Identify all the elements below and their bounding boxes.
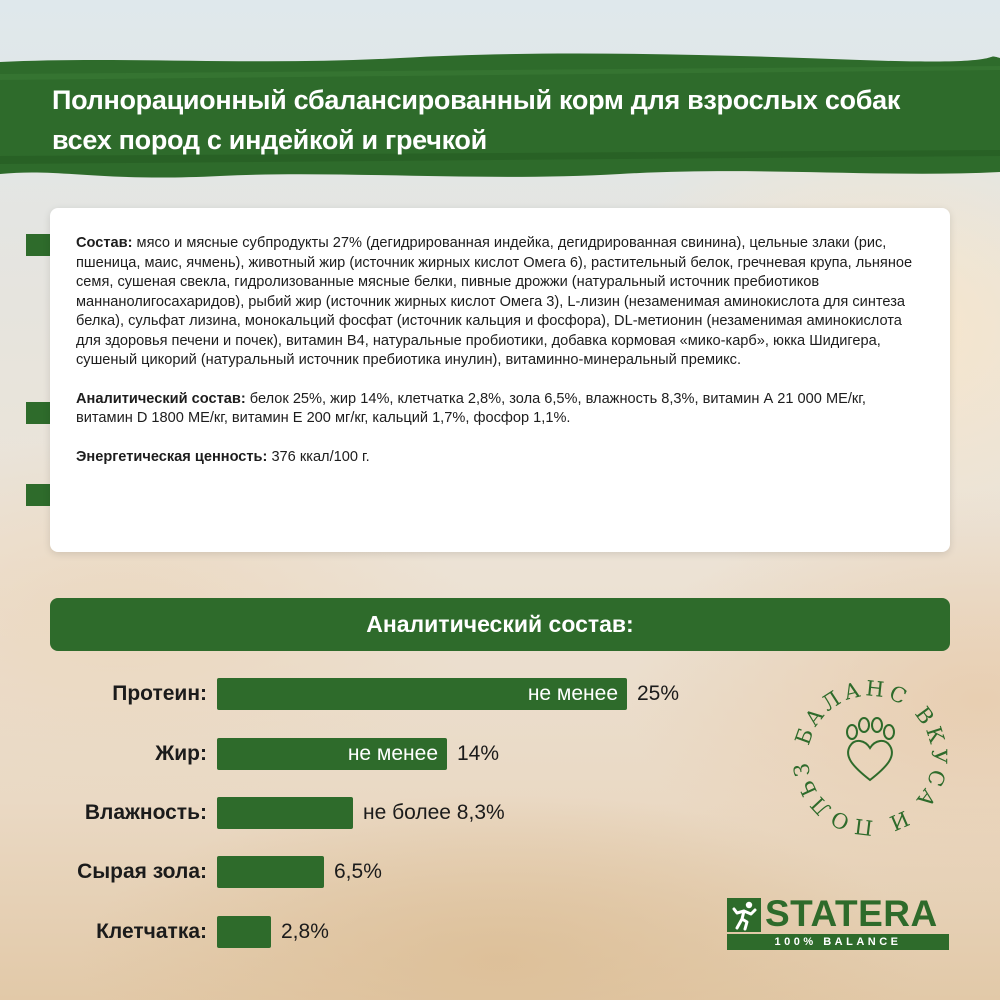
analytics-row-label: Сырая зола:	[77, 860, 207, 883]
ingredients-label: Состав:	[76, 235, 133, 251]
analytics-row-value: 6,5%	[334, 860, 382, 883]
page-title-line-2: всех пород с индейкой и гречкой	[52, 125, 487, 155]
analytics-row	[0, 738, 760, 770]
analytical-text: белок 25%, жир 14%, клетчатка 2,8%, зола 6,5%, влажность 8,3%, витамин А 21 000 МЕ/кг, витамин D 1800 МЕ/кг, витамин Е 200 мг/кг, кальций 1,7%, фосфор 1,1%.	[76, 390, 866, 426]
svg-text:БАЛАНС ВКУСА И ПОЛЬЗЫ	[780, 668, 951, 840]
composition-card	[50, 208, 950, 552]
analytics-title: Аналитический состав:	[366, 611, 634, 637]
ingredients-text: мясо и мясные субпродукты 27% (дегидрированная индейка, дегидрированная свинина), цельные злаки (рис, пшеница, маис, ячмень), животный жир (источник жирных кислот Омега 6), растительный белок, гречневая крупа, льняное семя, сушеная свекла, гидролизованные мясные белки, пивные дрожжи (натуральный источник пребиотиков маннанолигосахаридов), рыбий жир (источник жирных кислот Омега 3), L-лизин (незаменимая аминокислота для синтеза белка), сульфат лизина, монокальций фосфат (источник кальция и фосфора), DL-метионин (незаменимая аминокислота для здоровья печени и почек), витамин B4, натуральные пробиотики, добавка кормовая «мико-карб», юкка Шидигера, сушеный цикорий (натуральный источник пребиотика инулин), витаминно-минеральный премикс.	[76, 235, 913, 368]
analytics-row-bar	[217, 916, 271, 948]
analytics-row-label: Влажность:	[84, 801, 207, 824]
ingredients-paragraph	[76, 234, 924, 371]
analytics-row	[0, 916, 760, 948]
analytics-row	[0, 797, 760, 829]
page-title-line-1: Полнорационный сбалансированный корм для взрослых собак	[52, 85, 901, 115]
energy-text: 376 ккал/100 г.	[267, 448, 370, 465]
analytics-row-label: Жир:	[155, 742, 207, 765]
page-title	[52, 80, 952, 160]
energy-label: Энергетическая ценность:	[76, 448, 268, 465]
analytics-row-value: 25%	[637, 682, 680, 705]
analytics-row-bar: не менее	[217, 738, 447, 770]
taste-balance-stamp	[780, 668, 960, 848]
analytical-label: Аналитический состав:	[76, 390, 246, 407]
running-figure-icon	[727, 898, 761, 932]
analytics-row-bar	[217, 856, 324, 888]
analytics-row-value: не более 8,3%	[363, 801, 505, 824]
energy-paragraph	[76, 448, 924, 468]
stamp-graphic	[780, 668, 960, 848]
analytics-row-label: Клетчатка:	[96, 920, 207, 943]
analytics-row	[0, 856, 760, 888]
analytics-row-bar: не менее	[217, 678, 627, 710]
paw-heart-icon	[847, 718, 894, 780]
analytics-row-value: 14%	[457, 742, 500, 765]
analytical-paragraph	[76, 390, 924, 429]
analytics-row-label: Протеин:	[112, 682, 207, 705]
brand-name: STATERA	[765, 893, 938, 934]
analytics-row	[0, 678, 760, 710]
analytics-header	[50, 598, 950, 651]
brand-tagline: 100% BALANCE	[727, 934, 949, 950]
brand-logo	[727, 893, 949, 954]
header-banner	[0, 52, 1000, 180]
stamp-text: БАЛАНС ВКУСА И ПОЛЬЗ	[788, 676, 952, 840]
analytics-row-value: 2,8%	[281, 920, 329, 943]
analytics-row-bar	[217, 797, 353, 829]
